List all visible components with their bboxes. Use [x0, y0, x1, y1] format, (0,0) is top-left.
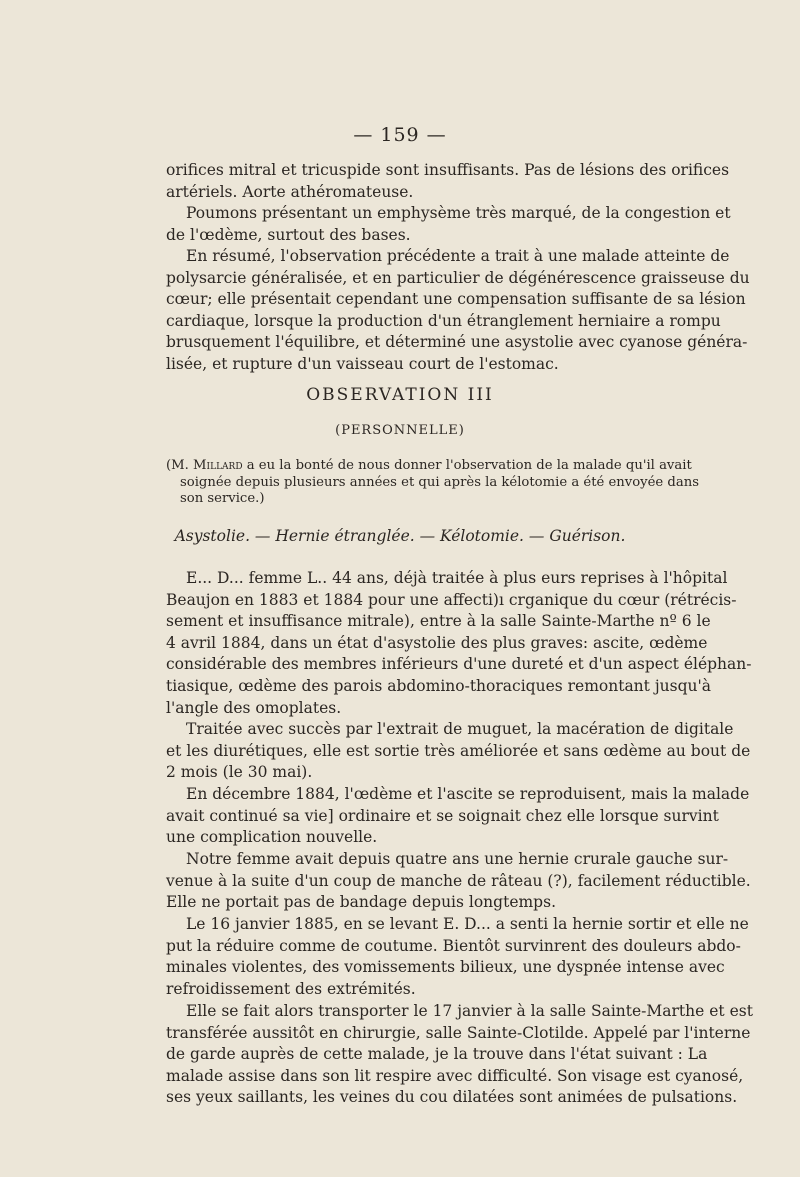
text-line: refroidissement des extrémités. — [166, 979, 416, 998]
text-line: artériels. Aorte athéromateuse. — [166, 182, 414, 201]
text-line: put la réduire comme de coutume. Bientôt survinrent des douleurs abdo- — [166, 936, 741, 955]
text-line: 4 avril 1884, dans un état d'asystolie des plus graves: ascite, œdème — [166, 633, 708, 652]
text-line: brusquement l'équilibre, et déterminé une asystolie avec cyanose généra- — [166, 333, 748, 352]
text-line: considérable des membres inférieurs d'une dureté et d'un aspect éléphan- — [166, 655, 752, 674]
text-line: lisée, et rupture d'un vaisseau court de l'estomac. — [166, 354, 559, 373]
paragraph-2 — [166, 203, 731, 246]
text-line: Le 16 janvier 1885, en se levant E. D... a senti la hernie sortir et elle ne — [186, 915, 749, 933]
text-line: Poumons présentant un emphysème très marqué, de la congestion et — [186, 204, 731, 222]
text-line: son service.) — [180, 491, 265, 506]
text-line: polysarcie généralisée, et en particulier de dégénérescence graisseuse du — [166, 268, 750, 287]
text-line: l'angle des omoplates. — [166, 698, 342, 717]
paragraph-1 — [166, 160, 730, 203]
text-line: Traitée avec succès par l'extrait de muguet, la macération de digitale — [186, 720, 734, 738]
paragraph-9 — [166, 1001, 753, 1109]
text-line: ses yeux saillants, les veines du cou dilatées sont animées de pulsations. — [166, 1088, 738, 1107]
paragraph-8 — [166, 914, 749, 1000]
text-line: E... D... femme L.. 44 ans, déjà traitée à plus eurs reprises à l'hôpital — [186, 569, 728, 587]
text-line: Elle ne portait pas de bandage depuis longtemps. — [166, 893, 556, 912]
text-line: une complication nouvelle. — [166, 828, 378, 847]
attribution-note — [166, 458, 699, 508]
text-line: cœur; elle présentait cependant une compensation suffisante de sa lésion — [166, 290, 746, 309]
text-line: malade assise dans son lit respire avec difficulté. Son visage est cyanosé, — [166, 1066, 744, 1085]
text-line: En résumé, l'observation précédente a trait à une malade atteinte de — [186, 247, 730, 265]
text-line: et les diurétiques, elle est sortie très améliorée et sans œdème au bout de — [166, 741, 751, 760]
observation-title: OBSERVATION III — [306, 385, 494, 405]
text-line: Notre femme avait depuis quatre ans une hernie crurale gauche sur- — [186, 850, 729, 868]
text-line: de garde auprès de cette malade, je la trouve dans l'état suivant : La — [166, 1045, 708, 1064]
paragraph-6 — [166, 784, 750, 849]
text-line: minales violentes, des vomissements bilieux, une dyspnée intense avec — [166, 958, 725, 977]
paragraph-4 — [166, 568, 752, 719]
case-subtitle: Asystolie. — Hernie étranglée. — Kélotomie. — Guérison. — [174, 527, 626, 545]
text-line: cardiaque, lorsque la production d'un étranglement herniaire a rompu — [166, 311, 721, 330]
text-line: soignée depuis plusieurs années et qui après la kélotomie a été envoyée dans — [180, 474, 699, 490]
paragraph-7 — [166, 849, 751, 914]
text-line: sement et insuffisance mitrale), entre à la salle Sainte-Marthe nº 6 le — [166, 612, 711, 631]
text-line: 2 mois (le 30 mai). — [166, 763, 313, 782]
observation-subtitle: (PERSONNELLE) — [335, 423, 465, 438]
text-line: de l'œdème, surtout des bases. — [166, 225, 411, 244]
note-text: a eu la bonté de nous donner l'observation de la malade qu'il avait — [242, 458, 692, 473]
text-line: Elle se fait alors transporter le 17 janvier à la salle Sainte-Marthe et est — [186, 1002, 753, 1020]
text-line: orifices mitral et tricuspide sont insuffisants. Pas de lésions des orifices — [166, 161, 730, 179]
text-line: avait continué sa vie] ordinaire et se soignait chez elle lorsque survint — [166, 806, 719, 825]
text-line — [166, 458, 692, 475]
text-line: venue à la suite d'un coup de manche de râteau (?), facilement réductible. — [166, 871, 751, 890]
text-line: En décembre 1884, l'œdème et l'ascite se reproduisent, mais la malade — [186, 785, 750, 803]
text-line: tiasique, œdème des parois abdomino-thoraciques remontant jusqu'à — [166, 676, 711, 695]
note-prefix: (M. — [166, 458, 194, 473]
text-line: Beaujon en 1883 et 1884 pour une affecti)ı crganique du cœur (rétrécis- — [166, 590, 737, 609]
paragraph-5 — [166, 719, 751, 784]
text-line: transférée aussitôt en chirurgie, salle Sainte-Clotilde. Appelé par l'interne — [166, 1023, 751, 1042]
page-number: — 159 — — [353, 124, 447, 146]
paragraph-3 — [166, 246, 750, 376]
physician-name: Millard — [193, 458, 243, 473]
